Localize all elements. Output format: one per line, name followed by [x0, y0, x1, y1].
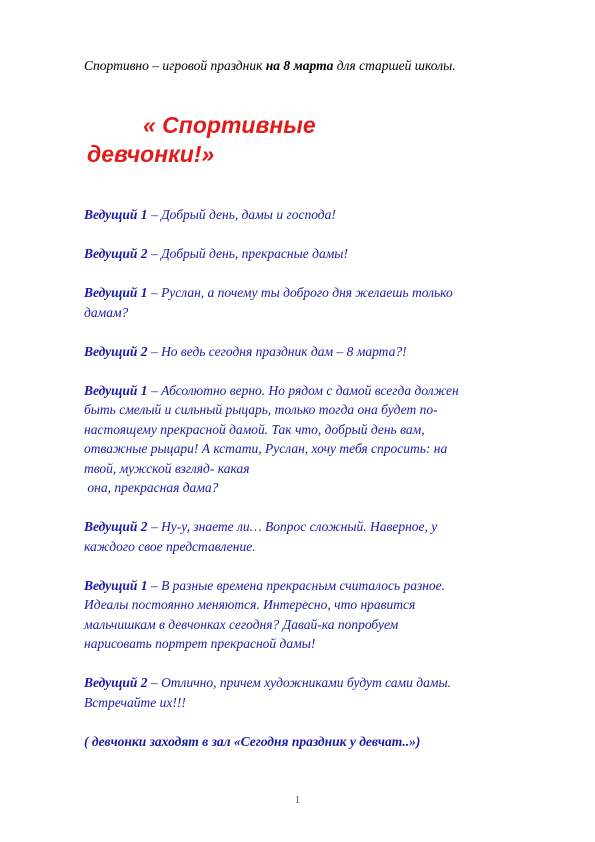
dialogue-paragraph	[84, 517, 554, 556]
dialogue-line: она, прекрасная дама?	[84, 480, 219, 495]
dialogue-paragraph	[84, 673, 554, 712]
document-body	[84, 58, 554, 751]
subtitle-audience: для старшей школы.	[333, 58, 456, 73]
title-line: девчонки!»	[87, 141, 215, 167]
dialogue-line: Добрый день, дамы и господа!	[161, 207, 336, 222]
dialogue-paragraph	[84, 342, 554, 362]
dialogue-line: Встречайте их!!!	[84, 694, 186, 710]
speaker-separator: –	[147, 577, 162, 593]
stage-direction: ( девчонки заходят в зал «Сегодня праздник у девчат..»)	[84, 733, 421, 749]
dialogue-line: Отлично, причем художниками будут сами дамы.	[161, 675, 452, 690]
page-number: 1	[295, 795, 300, 806]
dialogue-line: нарисовать портрет прекрасной дамы!	[84, 636, 316, 651]
dialogue-line: В разные времена прекрасным считалось разное.	[161, 577, 446, 593]
speaker-name: Ведущий 2	[84, 519, 148, 534]
dialogue-line: настоящему прекрасной дамой. Так что, добрый день вам,	[84, 421, 425, 437]
dialogue-line: Абсолютно верно. Но рядом с дамой всегда должен	[161, 382, 459, 398]
speaker-name: Ведущий 1	[84, 577, 148, 593]
speaker-separator: –	[147, 343, 162, 359]
subtitle-text: Спортивно – игровой праздник	[84, 58, 266, 73]
speaker-separator: –	[147, 519, 162, 534]
dialogue-paragraph	[84, 381, 554, 498]
speaker-separator: –	[147, 285, 162, 300]
dialogue-line: дамам?	[84, 304, 129, 320]
dialogue-line: отважные рыцари! А кстати, Руслан, хочу тебя спросить: на	[84, 441, 448, 456]
dialogue-line: каждого свое представление.	[84, 538, 256, 554]
dialogue-paragraph	[84, 244, 554, 264]
dialogue-line: Ну-у, знаете ли… Вопрос сложный. Наверное, у	[161, 519, 438, 534]
dialogue-line: Руслан, а почему ты доброго дня желаешь только	[161, 285, 453, 300]
speaker-name: Ведущий 1	[84, 285, 148, 300]
dialogue-line: мальчишкам в девчонках сегодня? Давай-ка попробуем	[84, 616, 399, 632]
document-subtitle	[84, 58, 554, 74]
dialogue-line: быть смелый и сильный рыцарь, только тогда она будет по-	[84, 402, 438, 417]
speaker-separator: –	[147, 207, 162, 222]
dialogue-line: Но ведь сегодня праздник дам – 8 марта?!	[161, 343, 407, 359]
speaker-separator: –	[147, 675, 162, 690]
speaker-name: Ведущий 2	[84, 675, 148, 690]
subtitle-date: на 8 марта	[265, 58, 334, 73]
speaker-name: Ведущий 1	[84, 207, 148, 222]
dialogue	[84, 205, 554, 712]
dialogue-paragraph	[84, 283, 554, 322]
document-title	[84, 111, 554, 169]
dialogue-line: Добрый день, прекрасные дамы!	[161, 246, 348, 261]
dialogue-paragraph	[84, 205, 554, 225]
speaker-name: Ведущий 1	[84, 382, 148, 398]
dialogue-line: твой, мужской взгляд- какая	[84, 460, 250, 476]
speaker-name: Ведущий 2	[84, 343, 148, 359]
dialogue-line: Идеалы постоянно меняются. Интересно, что нравится	[84, 597, 416, 612]
title-line: « Спортивные	[143, 112, 316, 138]
dialogue-paragraph	[84, 576, 554, 654]
speaker-name: Ведущий 2	[84, 246, 148, 261]
speaker-separator: –	[147, 246, 162, 261]
speaker-separator: –	[147, 382, 162, 398]
